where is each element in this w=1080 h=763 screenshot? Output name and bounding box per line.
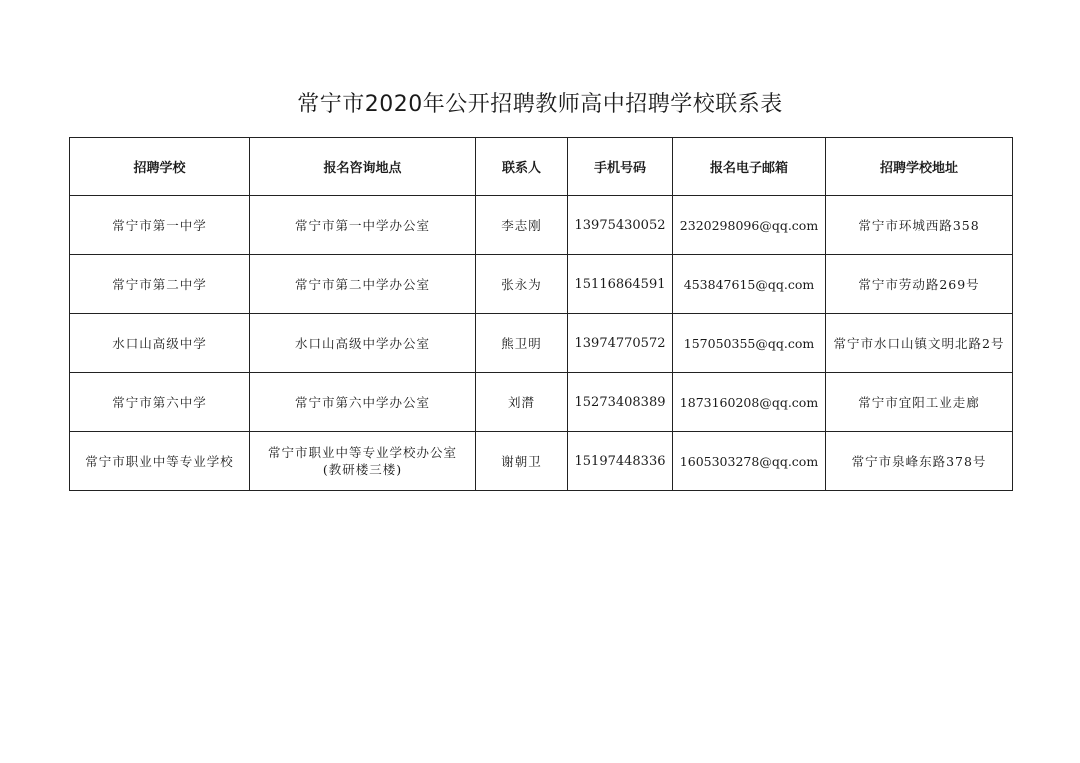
cell-contact: 熊卫明 xyxy=(476,314,568,373)
cell-location-main: 常宁市职业中等专业学校办公室 xyxy=(267,445,457,460)
cell-location: 常宁市第六中学办公室 xyxy=(250,373,476,432)
column-header-phone: 手机号码 xyxy=(568,138,673,196)
table-row xyxy=(70,314,1013,373)
cell-address: 常宁市泉峰东路378号 xyxy=(826,432,1013,491)
cell-address: 常宁市环城西路358 xyxy=(826,196,1013,255)
cell-phone: 13975430052 xyxy=(568,196,673,255)
table-row xyxy=(70,432,1013,491)
cell-address: 常宁市宜阳工业走廊 xyxy=(826,373,1013,432)
cell-address: 常宁市劳动路269号 xyxy=(826,255,1013,314)
table-row xyxy=(70,255,1013,314)
cell-email: 2320298096@qq.com xyxy=(673,196,826,255)
cell-location xyxy=(250,432,476,491)
column-header-email: 报名电子邮箱 xyxy=(673,138,826,196)
cell-email: 157050355@qq.com xyxy=(673,314,826,373)
cell-contact: 谢朝卫 xyxy=(476,432,568,491)
cell-location: 水口山高级中学办公室 xyxy=(250,314,476,373)
column-header-contact: 联系人 xyxy=(476,138,568,196)
document-title: 常宁市2020年公开招聘教师高中招聘学校联系表 xyxy=(297,92,783,117)
table-header-row xyxy=(70,138,1013,196)
cell-school: 常宁市职业中等专业学校 xyxy=(70,432,250,491)
cell-school: 常宁市第一中学 xyxy=(70,196,250,255)
cell-email: 1605303278@qq.com xyxy=(673,432,826,491)
cell-location: 常宁市第二中学办公室 xyxy=(250,255,476,314)
cell-location: 常宁市第一中学办公室 xyxy=(250,196,476,255)
cell-contact: 李志刚 xyxy=(476,196,568,255)
cell-phone: 13974770572 xyxy=(568,314,673,373)
cell-school: 水口山高级中学 xyxy=(70,314,250,373)
cell-phone: 15197448336 xyxy=(568,432,673,491)
column-header-address: 招聘学校地址 xyxy=(826,138,1013,196)
table-row xyxy=(70,373,1013,432)
cell-school: 常宁市第六中学 xyxy=(70,373,250,432)
cell-email: 1873160208@qq.com xyxy=(673,373,826,432)
cell-phone: 15116864591 xyxy=(568,255,673,314)
cell-location-note: (教研楼三楼) xyxy=(322,462,403,477)
cell-contact: 刘潸 xyxy=(476,373,568,432)
school-contact-table xyxy=(69,137,1013,491)
cell-contact: 张永为 xyxy=(476,255,568,314)
cell-address: 常宁市水口山镇文明北路2号 xyxy=(826,314,1013,373)
column-header-location: 报名咨询地点 xyxy=(250,138,476,196)
cell-email: 453847615@qq.com xyxy=(673,255,826,314)
column-header-school: 招聘学校 xyxy=(70,138,250,196)
cell-school: 常宁市第二中学 xyxy=(70,255,250,314)
table-row xyxy=(70,196,1013,255)
cell-phone: 15273408389 xyxy=(568,373,673,432)
